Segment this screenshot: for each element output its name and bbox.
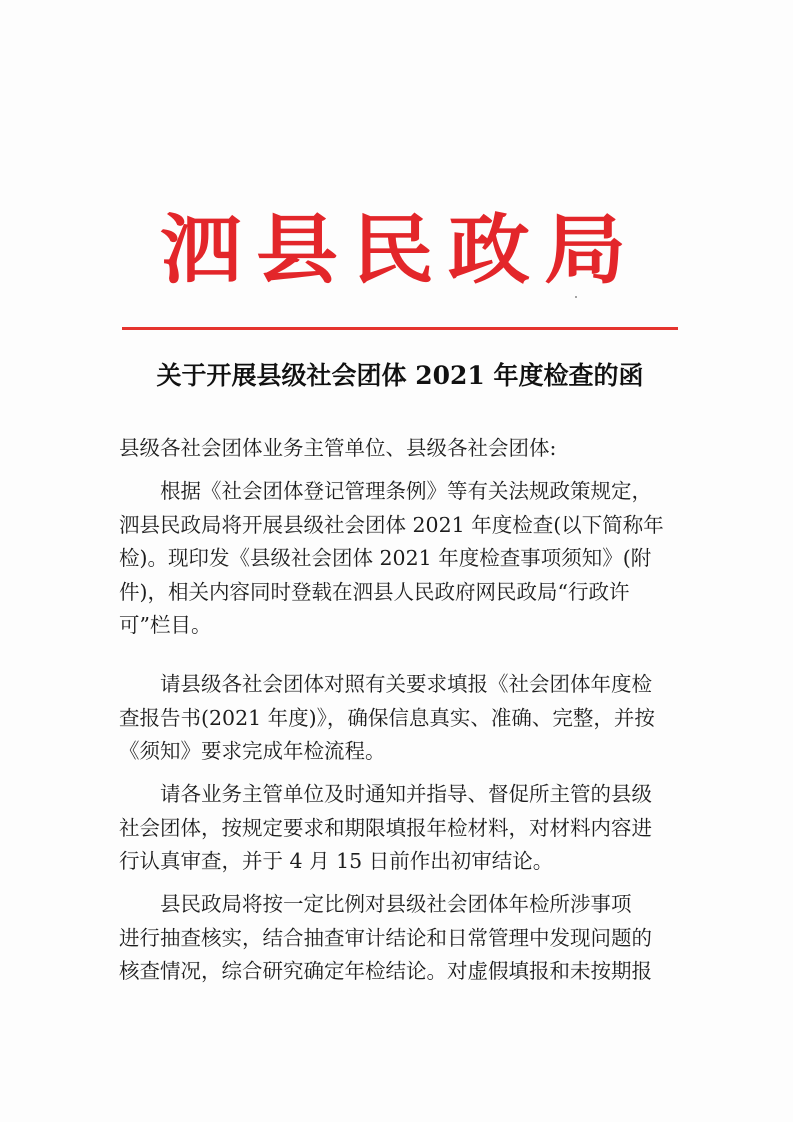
paragraph-line: 查报告书(2021 年度)》，确保信息真实、准确、完整，并按: [119, 705, 655, 730]
paragraph-4: [119, 888, 679, 989]
org-header-title: 泗县民政局: [159, 205, 640, 295]
paragraph-line: 件)，相关内容同时登载在泗县人民政府网民政局“行政许: [119, 579, 630, 604]
paragraph-line: 根据《社会团体登记管理条例》等有关法规政策规定，: [160, 479, 652, 503]
paragraph-line: 请县级各社会团体对照有关要求填报《社会团体年度检: [160, 672, 652, 696]
paragraph-line: 《须知》要求完成年检流程。: [119, 739, 386, 763]
paragraph-line: 核查情况，综合研究确定年检结论。对虚假填报和未按期报: [119, 959, 652, 983]
paragraph-3: [119, 778, 679, 879]
paragraph-line: 进行抽查核实，结合抽查审计结论和日常管理中发现问题的: [119, 925, 652, 950]
paragraph-1: [119, 475, 679, 643]
paragraph-line: 请各业务主管单位及时通知并指导、督促所主管的县级: [160, 782, 652, 806]
salutation: [119, 432, 679, 466]
paragraph-line: 可”栏目。: [119, 613, 212, 637]
paragraph-line: 社会团体，按规定要求和期限填报年检材料，对材料内容进: [119, 815, 652, 840]
paragraph-2: [119, 668, 679, 769]
paragraph-line: 行认真审查，并于 4 月 15 日前作出初审结论。: [119, 849, 554, 873]
paragraph-line: 县民政局将按一定比例对县级社会团体年检所涉事项: [160, 892, 632, 916]
scan-speck: [575, 296, 577, 298]
paragraph-line: 泗县民政局将开展县级社会团体 2021 年度检查(以下简称年: [119, 512, 664, 537]
paragraph-line: 检)。现印发《县级社会团体 2021 年度检查事项须知》(附: [119, 546, 652, 570]
document-title: 关于开展县级社会团体 2021 年度检查的函: [156, 361, 644, 390]
salutation-line: 县级各社会团体业务主管单位、县级各社会团体:: [119, 436, 557, 460]
red-divider-line: [122, 327, 678, 330]
